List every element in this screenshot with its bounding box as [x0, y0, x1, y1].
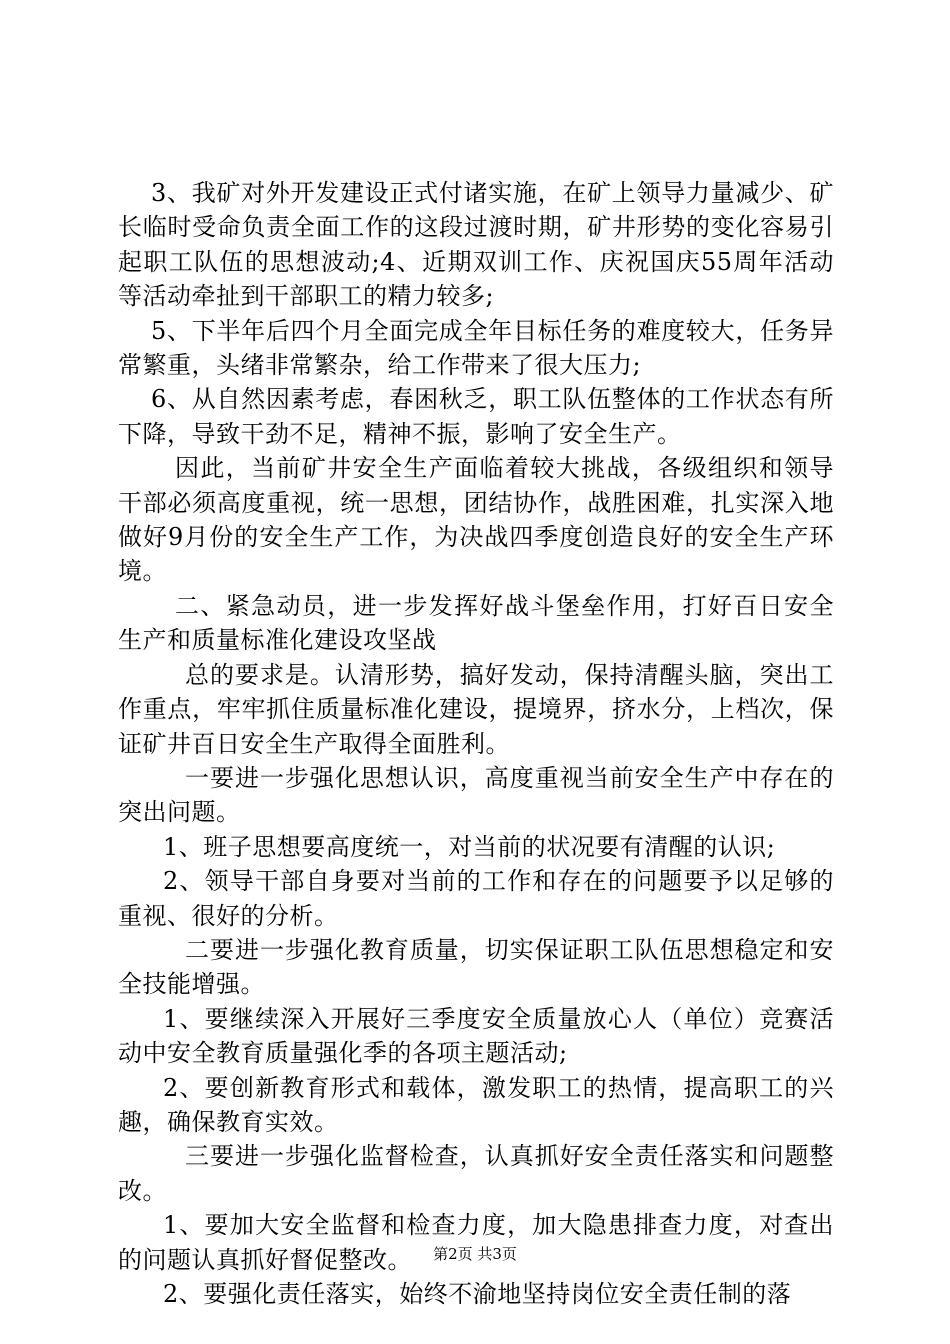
paragraph-14: 1、要加大安全监督和检查力度，加大隐患排查力度，对查出的问题认真抓好督促整改。: [118, 1211, 834, 1274]
paragraph-8: 1、班子思想要高度统一，对当前的状况要有清醒的认识;: [163, 832, 776, 861]
paragraph-12: 2、要创新教育形式和载体，激发职工的热情，提高职工的兴趣，确保教育实效。: [118, 1073, 834, 1136]
subheading-2: 二要进一步强化教育质量，切实保证职工队伍思想稳定和安全技能增强。: [118, 935, 834, 999]
section-heading-2: 二、紧急动员，进一步发挥好战斗堡垒作用，打好百日安全生产和质量标准化建设攻坚战: [118, 591, 834, 655]
paragraph-1: 3、我矿对外开发建设正式付诸实施，在矿上领导力量减少、矿长临时受命负责全面工作的这段过渡时期，矿井形势的变化容易引起职工队伍的思想波动;4、近期双训工作、庆祝国庆55周年活动等活动牵扯到干部职工的精力较多;: [118, 179, 834, 311]
paragraph-2: 5、下半年后四个月全面完成全年目标任务的难度较大，任务异常繁重，头绪非常繁杂，给工作带来了很大压力;: [118, 316, 834, 380]
paragraph-4: 因此，当前矿井安全生产面临着较大挑战，各级组织和领导干部必须高度重视，统一思想，团结协作，战胜困难，扎实深入地做好9月份的安全生产工作，为决战四季度创造良好的安全生产环境。: [118, 454, 834, 586]
subheading-3: 三要进一步强化监督检查，认真抓好安全责任落实和问题整改。: [118, 1142, 834, 1205]
subheading-1: 一要进一步强化思想认识，高度重视当前安全生产中存在的突出问题。: [118, 763, 834, 827]
document-body: [118, 176, 834, 1311]
paragraph-9: 2、领导干部自身要对当前的工作和存在的问题要予以足够的重视、很好的分析。: [118, 867, 834, 930]
paragraph-3: 6、从自然因素考虑，春困秋乏，职工队伍整体的工作状态有所下降，导致干劲不足，精神不振，影响了安全生产。: [118, 385, 834, 448]
paragraph-11: 1、要继续深入开展好三季度安全质量放心人（单位）竞赛活动中安全教育质量强化季的各项主题活动;: [118, 1004, 834, 1068]
paragraph-15: 2、要强化责任落实，始终不渝地坚持岗位安全责任制的落: [163, 1280, 792, 1308]
paragraph-6: 总的要求是。认清形势，搞好发动，保持清醒头脑，突出工作重点，牢牢抓住质量标准化建设，提境界，挤水分，上档次，保证矿井百日安全生产取得全面胜利。: [118, 660, 834, 758]
page-number-footer: 第2页 共3页: [433, 1245, 517, 1263]
